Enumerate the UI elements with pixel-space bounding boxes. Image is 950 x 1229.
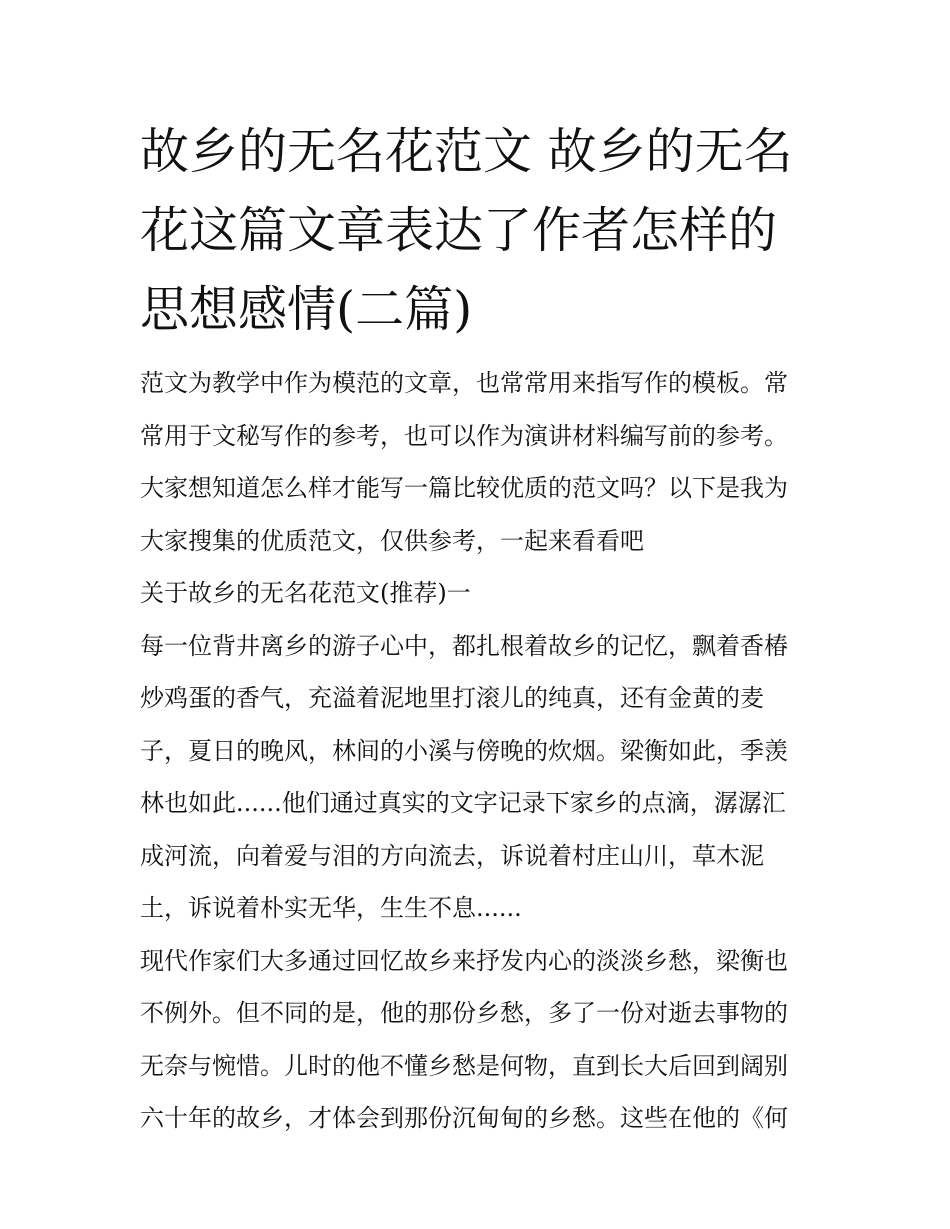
paragraph-1-line-2: 炒鸡蛋的香气，充溢着泥地里打滚儿的纯真，还有金黄的麦 [140, 684, 764, 712]
paragraph-2-line-2: 不例外。但不同的是，他的那份乡愁，多了一份对逝去事物的 [140, 999, 788, 1027]
title-line-3: 思想感情(二篇) [140, 281, 473, 338]
intro-line-1: 范文为教学中作为模范的文章，也常常用来指写作的模板。常 [140, 369, 788, 397]
paragraph-2-line-1: 现代作家们大多通过回忆故乡来抒发内心的淡淡乡愁，梁衡也 [140, 946, 788, 975]
paragraph-1-line-3: 子，夏日的晚风，林间的小溪与傍晚的炊烟。梁衡如此，季羡 [140, 736, 788, 765]
intro-line-2: 常用于文秘写作的参考，也可以作为演讲材料编写前的参考。 [140, 421, 788, 450]
title-line-2: 花这篇文章表达了作者怎样的 [140, 202, 778, 259]
title-line-1: 故乡的无名花范文 故乡的无名 [140, 123, 793, 180]
paragraph-1-line-5: 成河流，向着爱与泪的方向流去，诉说着村庄山川，草木泥 [140, 841, 764, 870]
paragraph-2-line-4: 六十年的故乡，才体会到那份沉甸甸的乡愁。这些在他的《何 [140, 1104, 788, 1132]
intro-line-3: 大家想知道怎么样才能写一篇比较优质的范文吗？以下是我为 [140, 474, 788, 502]
body-text [140, 357, 820, 1145]
page-title [140, 112, 820, 349]
section-heading: 关于故乡的无名花范文(推荐)一 [140, 579, 471, 607]
paragraph-2-line-3: 无奈与惋惜。儿时的他不懂乡愁是何物，直到长大后回到阔别 [140, 1051, 788, 1080]
paragraph-1-line-1: 每一位背井离乡的游子心中，都扎根着故乡的记忆，飘着香椿 [140, 631, 788, 660]
paragraph-1-line-6: 土，诉说着朴实无华，生生不息...... [140, 894, 522, 922]
paragraph-1-line-4: 林也如此......他们通过真实的文字记录下家乡的点滴，潺潺汇 [140, 789, 786, 817]
intro-line-4: 大家搜集的优质范文，仅供参考，一起来看看吧 [140, 526, 644, 555]
